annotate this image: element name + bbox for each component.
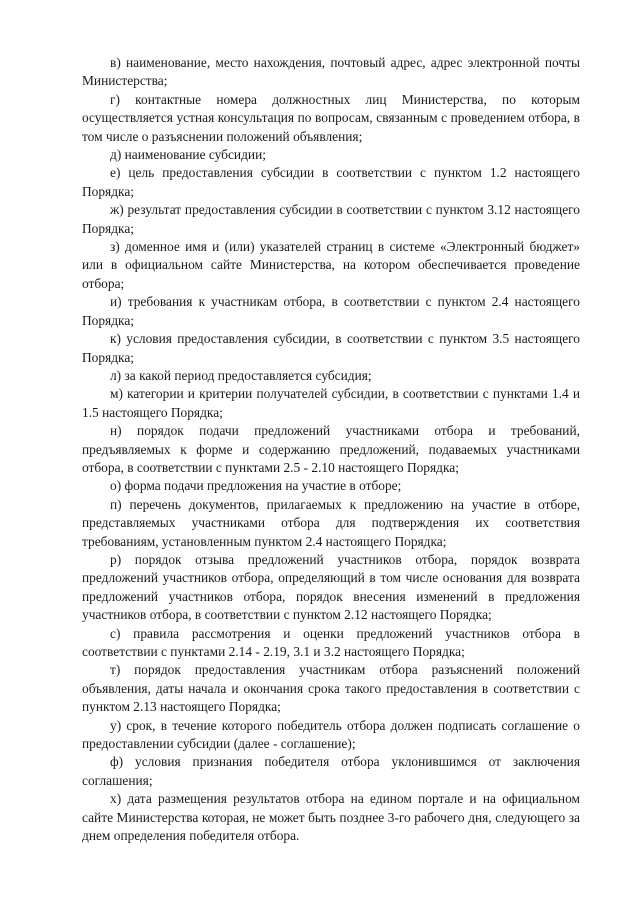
list-item-n: н) порядок подачи предложений участниками отбора и требований, предъявляемых к форме и содержанию предложений, подаваемых участниками отбора, в соответствии с пунктами 2.5 - 2.10 настоящего Порядка;: [82, 423, 580, 475]
list-item-zh: ж) результат предоставления субсидии в соответствии с пунктом 3.12 настоящего Порядка;: [82, 202, 580, 236]
list-item-z: з) доменное имя и (или) указателей страниц в системе «Электронный бюджет» или в официальном сайте Министерства, на котором обеспечивается проведение отбора;: [82, 239, 580, 291]
list-item-m: м) категории и критерии получателей субсидии, в соответствии с пунктами 1.4 и 1.5 настоящего Порядка;: [82, 386, 580, 420]
list-item-r: р) порядок отзыва предложений участников отбора, порядок возврата предложений участников отбора, определяющий в том числе основания для возврата предложений участников отбора, порядок внесения изменений в предложения участников отбора, в соответствии с пунктом 2.12 настоящего Порядка;: [82, 551, 580, 623]
list-item-g: г) контактные номера должностных лиц Министерства, по которым осуществляется устная консультация по вопросам, связанным с проведением отбора, в том числе о разъяснении положений объявления;: [82, 91, 580, 144]
list-item-h: х) дата размещения результатов отбора на едином портале и на официальном сайте Министерства которая, не может быть позднее 3-го рабочего дня, следующего за днем определения победителя отбора.: [82, 791, 580, 844]
list-item-f: ф) условия признания победителя отбора уклонившимся от заключения соглашения;: [82, 754, 580, 788]
list-item-e: е) цель предоставления субсидии в соответствии с пунктом 1.2 настоящего Порядка;: [82, 165, 580, 199]
list-item-l: л) за какой период предоставляется субсидия;: [110, 367, 372, 383]
list-item-v: в) наименование, место нахождения, почтовый адрес, адрес электронной почты Министерства;: [82, 55, 580, 89]
list-item-t: т) порядок предоставления участникам отбора разъяснений положений объявления, даты начала и окончания срока такого предоставления в соответствии с пунктом 2.13 настоящего Порядка;: [82, 662, 580, 715]
list-item-k: к) условия предоставления субсидии, в соответствии с пунктом 3.5 настоящего Порядка;: [82, 331, 580, 365]
list-item-u: у) срок, в течение которого победитель отбора должен подписать соглашение о предоставлении субсидии (далее - соглашение);: [82, 717, 580, 752]
list-item-i: и) требования к участникам отбора, в соответствии с пунктом 2.4 настоящего Порядка;: [82, 294, 580, 328]
list-item-o: о) форма подачи предложения на участие в отборе;: [110, 478, 402, 494]
list-item-d: д) наименование субсидии;: [110, 147, 266, 163]
list-item-p: п) перечень документов, прилагаемых к предложению на участие в отборе, представляемых участниками отбора для подтверждения их соответствия требованиям, установленным пунктом 2.4 настоящего Порядка;: [82, 496, 580, 549]
document-body: [82, 54, 580, 845]
list-item-s: с) правила рассмотрения и оценки предложений участников отбора в соответствии с пунктами 2.14 - 2.19, 3.1 и 3.2 настоящего Порядка;: [82, 625, 580, 659]
